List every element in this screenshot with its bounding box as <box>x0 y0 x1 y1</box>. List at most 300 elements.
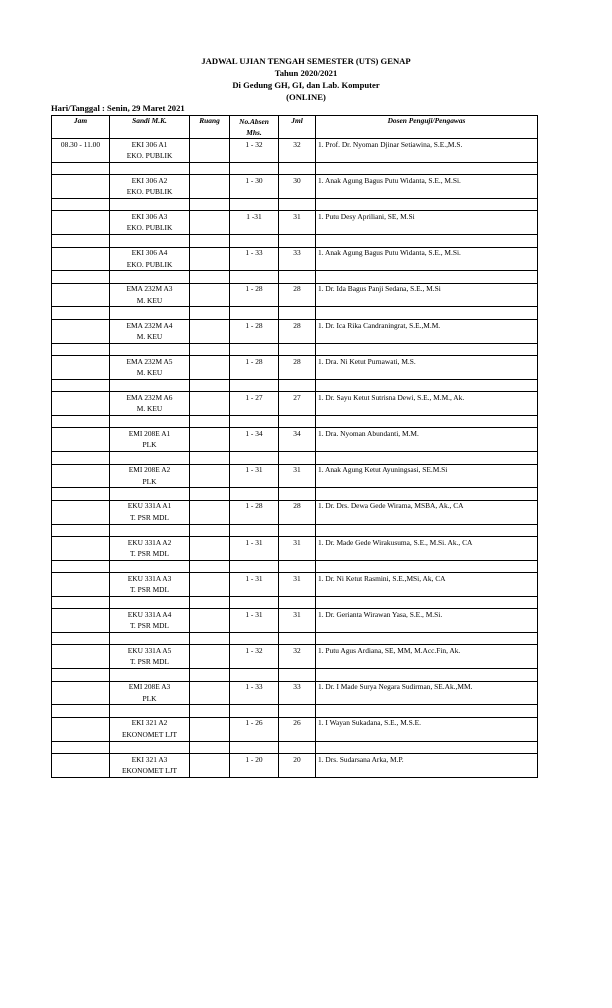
spacer-cell <box>279 524 316 536</box>
spacer-cell <box>110 524 190 536</box>
table-header-row <box>52 116 538 139</box>
dosen-cell <box>316 476 538 488</box>
spacer-row <box>52 596 538 608</box>
spacer-cell <box>52 633 110 645</box>
jam-cell <box>52 609 110 621</box>
spacer-cell <box>279 198 316 210</box>
spacer-cell <box>316 633 538 645</box>
spacer-cell <box>316 343 538 355</box>
ruang-cell <box>190 609 230 621</box>
spacer-cell <box>316 488 538 500</box>
table-row <box>52 259 538 271</box>
jam-cell <box>52 150 110 162</box>
jam-cell <box>52 500 110 512</box>
spacer-cell <box>52 307 110 319</box>
absen-cell: 1 -31 <box>230 211 279 223</box>
col-header-sandi: Sandi M.K. <box>110 116 190 139</box>
spacer-cell <box>110 307 190 319</box>
spacer-cell <box>110 633 190 645</box>
course-name-cell: M. KEU <box>110 331 190 343</box>
sandi-cell: EMI 208E A1 <box>110 428 190 440</box>
jam-cell <box>52 440 110 452</box>
ruang-cell <box>190 259 230 271</box>
jml-cell <box>279 223 316 235</box>
sandi-cell: EMA 232M A5 <box>110 356 190 368</box>
jml-cell: 28 <box>279 500 316 512</box>
jml-cell: 31 <box>279 464 316 476</box>
course-name-cell: M. KEU <box>110 295 190 307</box>
ruang-cell <box>190 247 230 259</box>
dosen-cell <box>316 765 538 777</box>
jam-cell <box>52 548 110 560</box>
spacer-cell <box>279 488 316 500</box>
spacer-cell <box>230 633 279 645</box>
jml-cell <box>279 331 316 343</box>
spacer-cell <box>52 596 110 608</box>
jml-cell <box>279 548 316 560</box>
spacer-cell <box>190 705 230 717</box>
spacer-cell <box>190 633 230 645</box>
spacer-cell <box>279 560 316 572</box>
jam-cell <box>52 765 110 777</box>
ruang-cell <box>190 356 230 368</box>
jml-cell <box>279 476 316 488</box>
table-row <box>52 283 538 295</box>
spacer-cell <box>316 198 538 210</box>
sandi-cell: EMI 208E A3 <box>110 681 190 693</box>
spacer-cell <box>279 596 316 608</box>
absen-cell <box>230 404 279 416</box>
spacer-cell <box>279 271 316 283</box>
jml-cell <box>279 512 316 524</box>
spacer-cell <box>52 271 110 283</box>
spacer-cell <box>230 198 279 210</box>
spacer-cell <box>230 271 279 283</box>
jml-cell <box>279 295 316 307</box>
spacer-cell <box>316 415 538 427</box>
absen-cell <box>230 693 279 705</box>
day-date-label: Hari/Tanggal : Senin, 29 Maret 2021 <box>51 103 185 113</box>
jml-cell <box>279 440 316 452</box>
ruang-cell <box>190 175 230 187</box>
jml-cell: 31 <box>279 573 316 585</box>
dosen-cell: 1. Putu Agus Ardiana, SE, MM, M.Acc.Fin, Ak. <box>316 645 538 657</box>
absen-cell: 1 - 27 <box>230 392 279 404</box>
jam-cell <box>52 693 110 705</box>
sandi-cell: EKI 306 A1 <box>110 139 190 151</box>
sandi-cell: EMI 208E A2 <box>110 464 190 476</box>
sandi-cell: EMA 232M A6 <box>110 392 190 404</box>
spacer-cell <box>190 379 230 391</box>
jml-cell: 34 <box>279 428 316 440</box>
dosen-cell <box>316 548 538 560</box>
sandi-cell: EMA 232M A4 <box>110 319 190 331</box>
jam-cell <box>52 657 110 669</box>
ruang-cell <box>190 765 230 777</box>
spacer-cell <box>190 560 230 572</box>
spacer-row <box>52 705 538 717</box>
sandi-cell: EKU 331A A1 <box>110 500 190 512</box>
jml-cell <box>279 404 316 416</box>
jml-cell <box>279 187 316 199</box>
sandi-cell: EKI 306 A3 <box>110 211 190 223</box>
ruang-cell <box>190 283 230 295</box>
dosen-cell: 1. Dr. Sayu Ketut Sutrisna Dewi, S.E., M.M., Ak. <box>316 392 538 404</box>
table-row <box>52 367 538 379</box>
spacer-cell <box>52 162 110 174</box>
table-row <box>52 584 538 596</box>
table-row <box>52 548 538 560</box>
jam-cell <box>52 211 110 223</box>
ruang-cell <box>190 211 230 223</box>
course-name-cell: EKO. PUBLIK <box>110 223 190 235</box>
spacer-cell <box>190 271 230 283</box>
spacer-row <box>52 162 538 174</box>
spacer-cell <box>279 235 316 247</box>
absen-cell <box>230 150 279 162</box>
spacer-cell <box>110 162 190 174</box>
jam-cell <box>52 428 110 440</box>
ruang-cell <box>190 464 230 476</box>
title-line-1: JADWAL UJIAN TENGAH SEMESTER (UTS) GENAP <box>201 56 411 66</box>
jml-cell: 33 <box>279 247 316 259</box>
spacer-cell <box>230 235 279 247</box>
ruang-cell <box>190 657 230 669</box>
spacer-cell <box>110 741 190 753</box>
ruang-cell <box>190 500 230 512</box>
jam-cell <box>52 187 110 199</box>
spacer-cell <box>110 343 190 355</box>
dosen-cell: 1. Drs. Sudarsana Arka, M.P. <box>316 753 538 765</box>
spacer-cell <box>279 162 316 174</box>
ruang-cell <box>190 693 230 705</box>
spacer-cell <box>190 596 230 608</box>
jam-cell <box>52 392 110 404</box>
spacer-cell <box>110 452 190 464</box>
jam-cell <box>52 283 110 295</box>
table-row <box>52 717 538 729</box>
table-row <box>52 319 538 331</box>
spacer-cell <box>316 307 538 319</box>
jml-cell <box>279 657 316 669</box>
spacer-cell <box>110 560 190 572</box>
absen-cell: 1 - 20 <box>230 753 279 765</box>
ruang-cell <box>190 573 230 585</box>
absen-cell <box>230 657 279 669</box>
spacer-cell <box>230 415 279 427</box>
jam-cell <box>52 331 110 343</box>
spacer-cell <box>110 669 190 681</box>
spacer-cell <box>279 741 316 753</box>
jml-cell: 31 <box>279 536 316 548</box>
sandi-cell: EKU 331A A2 <box>110 536 190 548</box>
jam-cell <box>52 259 110 271</box>
table-row <box>52 729 538 741</box>
spacer-row <box>52 307 538 319</box>
ruang-cell <box>190 367 230 379</box>
absen-cell: 1 - 28 <box>230 356 279 368</box>
dosen-cell <box>316 512 538 524</box>
spacer-cell <box>52 198 110 210</box>
absen-cell: 1 - 34 <box>230 428 279 440</box>
course-name-cell: EKONOMET LJT <box>110 729 190 741</box>
sandi-cell: EKU 331A A4 <box>110 609 190 621</box>
ruang-cell <box>190 440 230 452</box>
jml-cell <box>279 259 316 271</box>
table-row <box>52 765 538 777</box>
table-row <box>52 573 538 585</box>
sandi-cell: EKI 321 A3 <box>110 753 190 765</box>
dosen-cell <box>316 657 538 669</box>
dosen-cell <box>316 440 538 452</box>
spacer-cell <box>190 524 230 536</box>
spacer-cell <box>316 741 538 753</box>
spacer-cell <box>190 235 230 247</box>
absen-cell <box>230 331 279 343</box>
spacer-cell <box>110 379 190 391</box>
spacer-cell <box>110 415 190 427</box>
spacer-row <box>52 379 538 391</box>
spacer-cell <box>52 560 110 572</box>
course-name-cell: EKO. PUBLIK <box>110 187 190 199</box>
spacer-cell <box>230 596 279 608</box>
absen-cell: 1 - 30 <box>230 175 279 187</box>
absen-cell <box>230 584 279 596</box>
jam-cell <box>52 729 110 741</box>
jam-cell <box>52 621 110 633</box>
jml-cell <box>279 765 316 777</box>
ruang-cell <box>190 223 230 235</box>
table-row <box>52 187 538 199</box>
course-name-cell: T. PSR MDL <box>110 512 190 524</box>
ruang-cell <box>190 392 230 404</box>
spacer-cell <box>110 235 190 247</box>
dosen-cell: 1. Anak Agung Ketut Ayuningsasi, SE.M.Si <box>316 464 538 476</box>
col-header-jam: Jam <box>52 116 110 139</box>
spacer-cell <box>279 452 316 464</box>
table-row <box>52 392 538 404</box>
sandi-cell: EKU 331A A3 <box>110 573 190 585</box>
ruang-cell <box>190 512 230 524</box>
jml-cell: 31 <box>279 609 316 621</box>
ruang-cell <box>190 681 230 693</box>
dosen-cell <box>316 621 538 633</box>
spacer-cell <box>52 669 110 681</box>
absen-cell: 1 - 31 <box>230 536 279 548</box>
jml-cell: 28 <box>279 319 316 331</box>
absen-cell <box>230 729 279 741</box>
absen-cell: 1 - 28 <box>230 283 279 295</box>
ruang-cell <box>190 187 230 199</box>
jml-cell: 33 <box>279 681 316 693</box>
course-name-cell: PLK <box>110 476 190 488</box>
ruang-cell <box>190 621 230 633</box>
absen-cell <box>230 512 279 524</box>
spacer-cell <box>190 669 230 681</box>
jam-cell <box>52 223 110 235</box>
spacer-row <box>52 452 538 464</box>
table-row <box>52 223 538 235</box>
absen-cell <box>230 295 279 307</box>
spacer-cell <box>230 379 279 391</box>
ruang-cell <box>190 717 230 729</box>
ruang-cell <box>190 536 230 548</box>
ruang-cell <box>190 548 230 560</box>
absen-cell <box>230 765 279 777</box>
table-row <box>52 404 538 416</box>
ruang-cell <box>190 150 230 162</box>
dosen-cell: 1. Dr. Ica Rika Candraningrat, S.E.,M.M. <box>316 319 538 331</box>
course-name-cell: T. PSR MDL <box>110 584 190 596</box>
dosen-cell <box>316 331 538 343</box>
dosen-cell: 1. Dr. Ni Ketut Rasmini, S.E.,MSi, Ak, CA <box>316 573 538 585</box>
ruang-cell <box>190 753 230 765</box>
jml-cell: 27 <box>279 392 316 404</box>
table-row <box>52 150 538 162</box>
dosen-cell <box>316 404 538 416</box>
table-row <box>52 331 538 343</box>
course-name-cell: EKO. PUBLIK <box>110 259 190 271</box>
course-name-cell: M. KEU <box>110 404 190 416</box>
spacer-cell <box>316 524 538 536</box>
dosen-cell <box>316 729 538 741</box>
jml-cell <box>279 729 316 741</box>
spacer-cell <box>110 488 190 500</box>
jam-cell <box>52 476 110 488</box>
dosen-cell: 1. Dra. Ni Ketut Purnawati, M.S. <box>316 356 538 368</box>
dosen-cell: 1. I Wayan Sukadana, S.E., M.S.E. <box>316 717 538 729</box>
table-row <box>52 621 538 633</box>
col-header-jml: Jml <box>279 116 316 139</box>
dosen-cell <box>316 187 538 199</box>
absen-cell: 1 - 32 <box>230 645 279 657</box>
spacer-cell <box>190 162 230 174</box>
spacer-cell <box>279 633 316 645</box>
course-name-cell: PLK <box>110 440 190 452</box>
jml-cell: 20 <box>279 753 316 765</box>
spacer-cell <box>279 705 316 717</box>
spacer-cell <box>316 162 538 174</box>
spacer-cell <box>230 343 279 355</box>
spacer-row <box>52 235 538 247</box>
table-row <box>52 512 538 524</box>
spacer-cell <box>230 488 279 500</box>
spacer-cell <box>279 379 316 391</box>
absen-cell: 1 - 28 <box>230 319 279 331</box>
jam-cell <box>52 753 110 765</box>
dosen-cell: 1. Putu Desy Apriliani, SE, M.Si <box>316 211 538 223</box>
ruang-cell <box>190 645 230 657</box>
dosen-cell <box>316 584 538 596</box>
table-row <box>52 681 538 693</box>
sandi-cell: EKI 321 A2 <box>110 717 190 729</box>
absen-cell: 1 - 33 <box>230 247 279 259</box>
dosen-cell: 1. Dra. Nyoman Abundanti, M.M. <box>316 428 538 440</box>
table-row <box>52 693 538 705</box>
jml-cell <box>279 621 316 633</box>
title-line-3: Di Gedung GH, GI, dan Lab. Komputer <box>232 80 380 90</box>
jam-cell <box>52 464 110 476</box>
spacer-cell <box>110 271 190 283</box>
spacer-row <box>52 343 538 355</box>
course-name-cell: PLK <box>110 693 190 705</box>
jam-cell <box>52 512 110 524</box>
title-line-2: Tahun 2020/2021 <box>274 68 338 78</box>
absen-cell: 1 - 31 <box>230 464 279 476</box>
spacer-cell <box>52 741 110 753</box>
jam-cell <box>52 717 110 729</box>
ruang-cell <box>190 295 230 307</box>
table-row <box>52 247 538 259</box>
course-name-cell: T. PSR MDL <box>110 621 190 633</box>
jam-cell <box>52 367 110 379</box>
spacer-cell <box>190 198 230 210</box>
jam-cell <box>52 584 110 596</box>
absen-cell: 1 - 28 <box>230 500 279 512</box>
spacer-cell <box>316 596 538 608</box>
spacer-cell <box>52 235 110 247</box>
dosen-cell <box>316 150 538 162</box>
spacer-cell <box>316 452 538 464</box>
absen-cell <box>230 440 279 452</box>
sandi-cell: EMA 232M A3 <box>110 283 190 295</box>
absen-cell: 1 - 31 <box>230 573 279 585</box>
absen-cell: 1 - 31 <box>230 609 279 621</box>
spacer-cell <box>316 379 538 391</box>
document-title <box>0 55 612 103</box>
jam-cell <box>52 175 110 187</box>
spacer-cell <box>230 741 279 753</box>
table-row <box>52 139 538 151</box>
spacer-row <box>52 669 538 681</box>
dosen-cell <box>316 223 538 235</box>
jam-cell <box>52 536 110 548</box>
spacer-cell <box>230 452 279 464</box>
spacer-cell <box>190 741 230 753</box>
jam-cell <box>52 681 110 693</box>
ruang-cell <box>190 476 230 488</box>
jml-cell <box>279 367 316 379</box>
jml-cell <box>279 150 316 162</box>
spacer-cell <box>110 198 190 210</box>
absen-cell <box>230 548 279 560</box>
course-name-cell: T. PSR MDL <box>110 548 190 560</box>
jam-cell <box>52 247 110 259</box>
table-row <box>52 440 538 452</box>
course-name-cell: EKO. PUBLIK <box>110 150 190 162</box>
course-name-cell: M. KEU <box>110 367 190 379</box>
table-row <box>52 645 538 657</box>
spacer-cell <box>316 560 538 572</box>
table-row <box>52 428 538 440</box>
spacer-cell <box>190 415 230 427</box>
dosen-cell <box>316 295 538 307</box>
spacer-cell <box>230 560 279 572</box>
table-row <box>52 295 538 307</box>
jml-cell: 28 <box>279 283 316 295</box>
dosen-cell: 1. Anak Agung Bagus Putu Widanta, S.E., M.Si. <box>316 247 538 259</box>
jam-cell <box>52 319 110 331</box>
spacer-cell <box>190 488 230 500</box>
table-row <box>52 356 538 368</box>
dosen-cell <box>316 367 538 379</box>
jam-cell <box>52 645 110 657</box>
spacer-row <box>52 415 538 427</box>
spacer-cell <box>52 452 110 464</box>
col-header-ruang: Ruang <box>190 116 230 139</box>
spacer-cell <box>279 415 316 427</box>
absen-cell <box>230 223 279 235</box>
